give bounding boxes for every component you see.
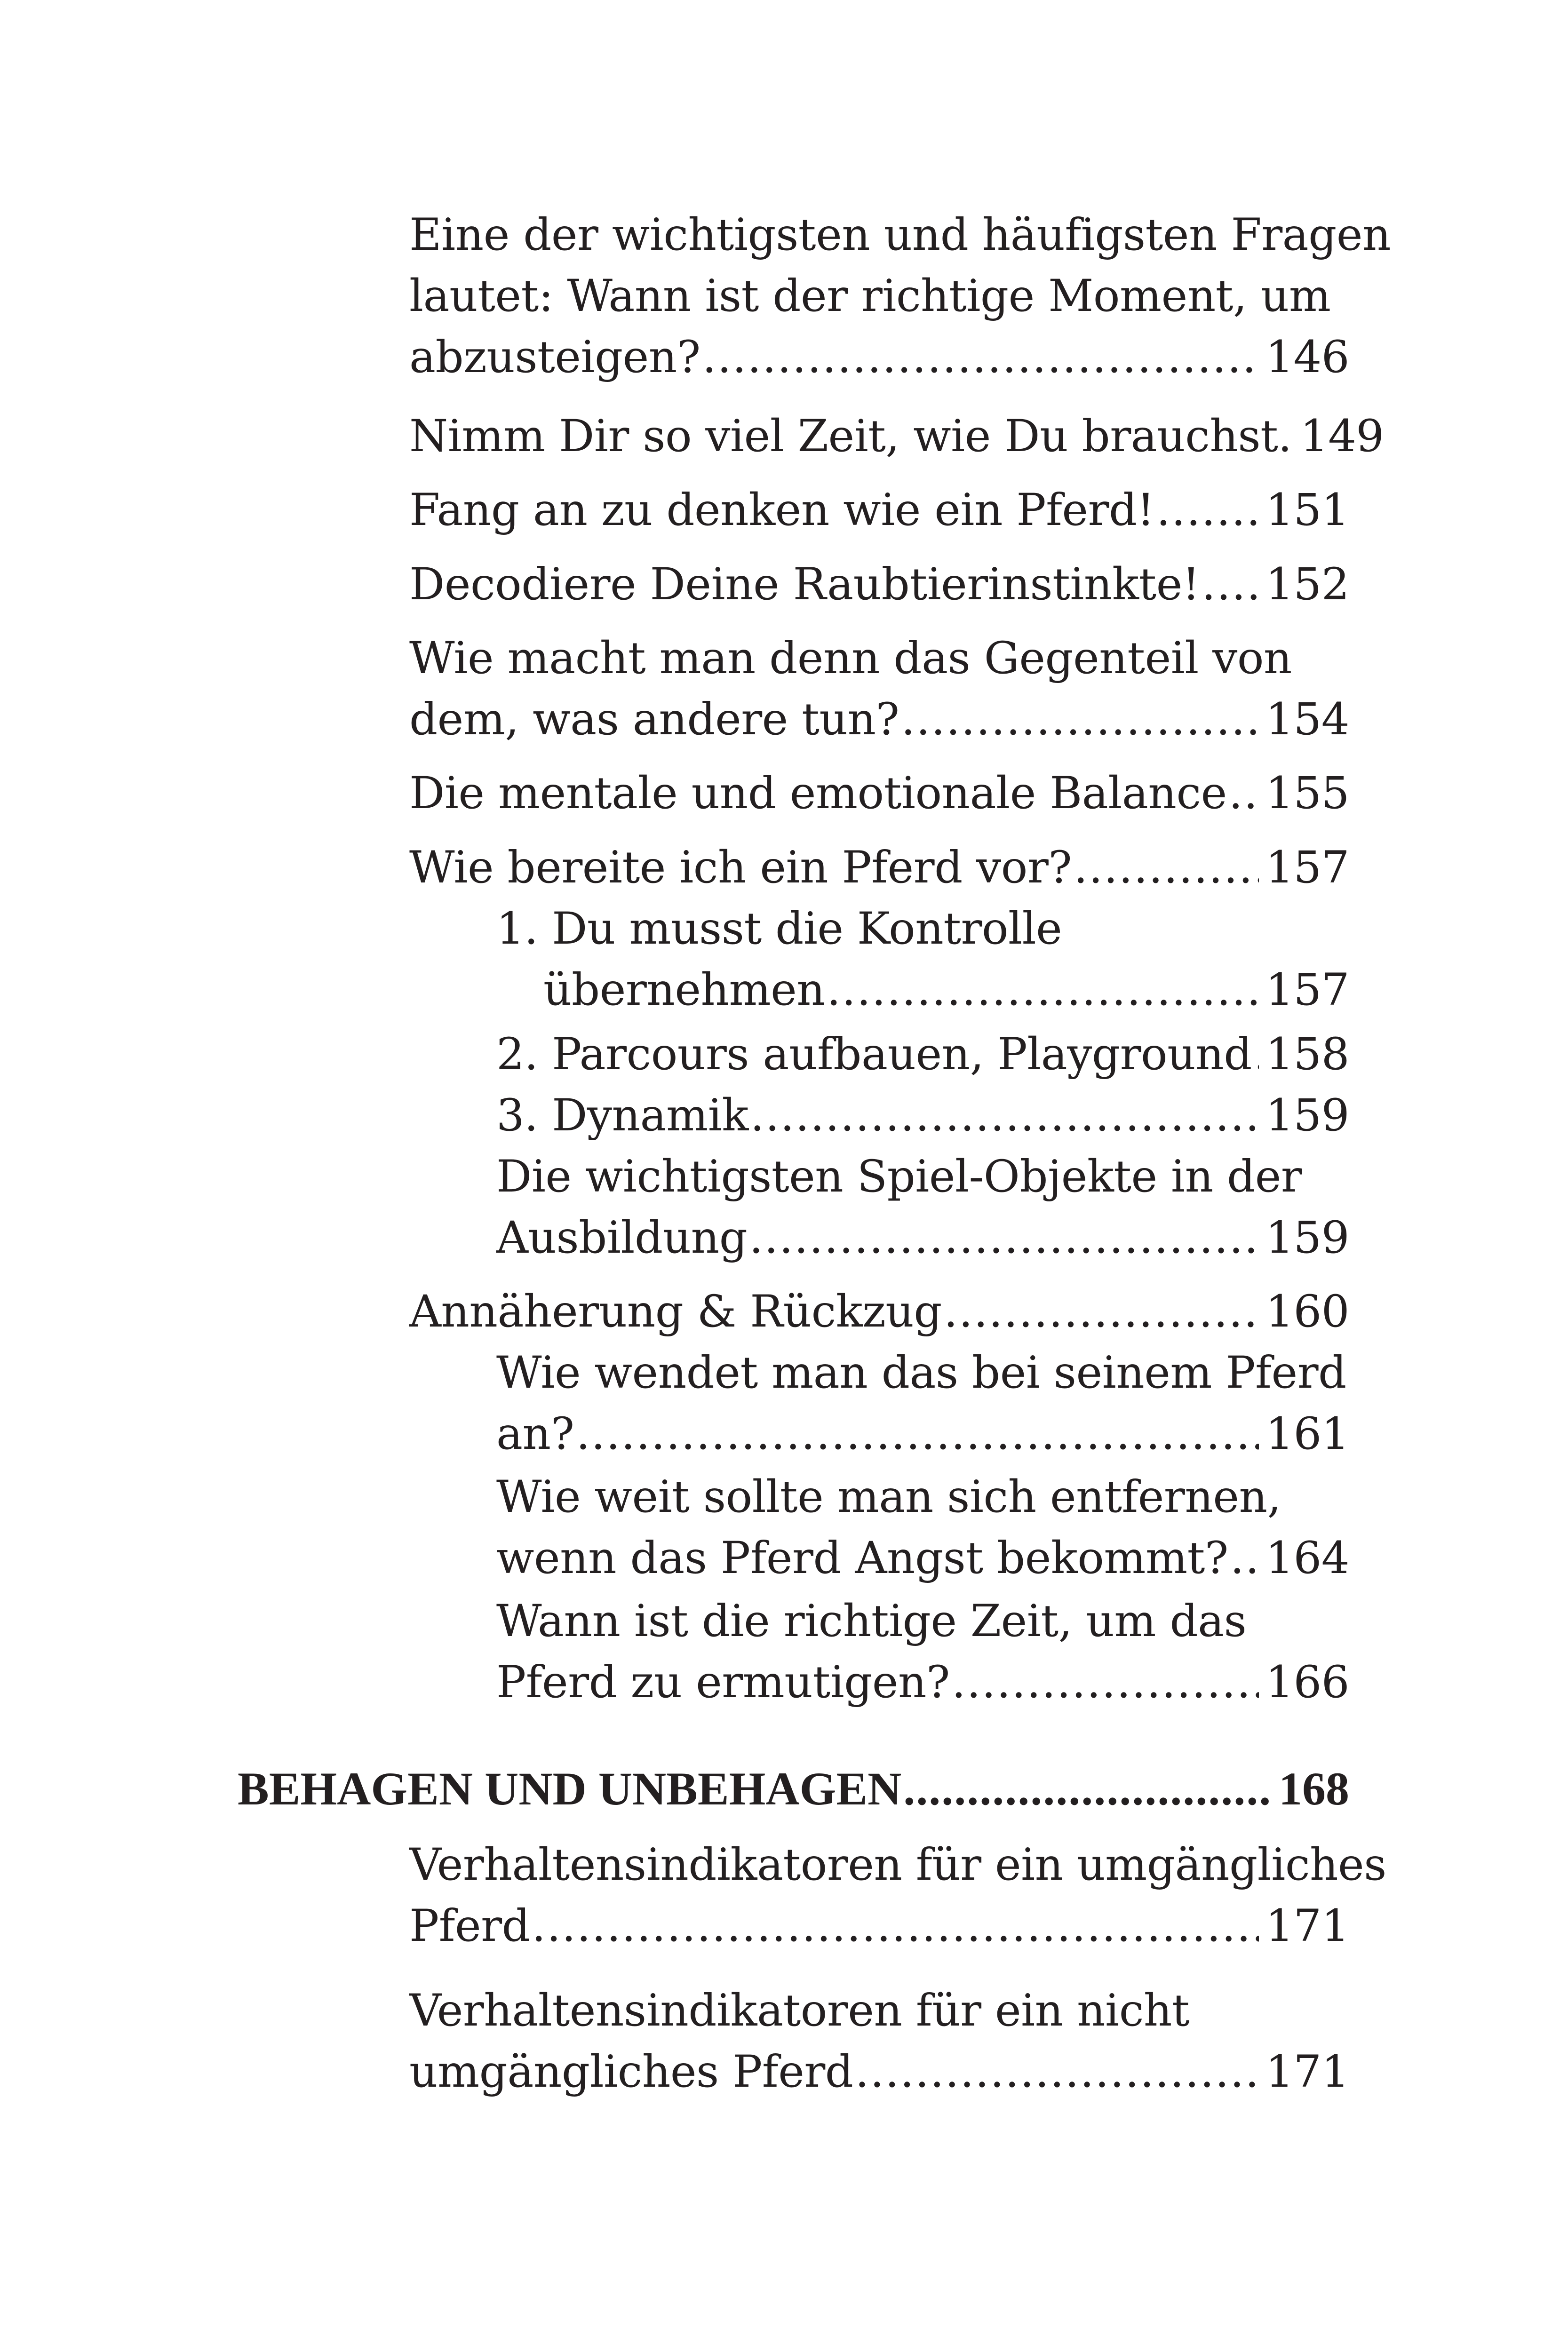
toc-entry-leader-line	[496, 1652, 1349, 1713]
toc-entry[interactable]	[496, 1085, 1349, 1146]
toc-entry[interactable]	[409, 1835, 1386, 1957]
toc-entry[interactable]	[409, 554, 1349, 615]
page-number: 151	[1266, 485, 1349, 536]
toc-entry-text: Pferd	[409, 1900, 530, 1952]
toc-entry-text: Eine der wichtigsten und häufigsten Fragen	[409, 209, 1391, 261]
toc-entry[interactable]	[496, 1343, 1349, 1465]
toc-entry-text: 2. Parcours aufbauen, Playground	[496, 1029, 1252, 1080]
toc-entry-text: Verhaltensindikatoren für ein umgängliches	[409, 1839, 1386, 1891]
dot-leader	[532, 1896, 1259, 1957]
toc-entry-leader-line	[409, 554, 1349, 615]
toc-entry-text: Annäherung & Rückzug	[409, 1286, 942, 1337]
page-number: 171	[1266, 1900, 1349, 1952]
page-number: 146	[1266, 332, 1349, 383]
toc-entry-text: 3. Dynamik	[496, 1090, 748, 1141]
dot-leader	[901, 689, 1259, 750]
page-number: 164	[1266, 1533, 1349, 1584]
toc-entry-text: Nimm Dir so viel Zeit, wie Du brauchst.	[409, 411, 1292, 462]
toc-entry-text: Pferd zu ermutigen?	[496, 1657, 950, 1708]
page-number: 152	[1266, 559, 1349, 610]
toc-entry[interactable]	[496, 898, 1349, 1021]
toc-entry[interactable]	[409, 837, 1349, 898]
dot-leader	[827, 960, 1259, 1021]
toc-entry[interactable]	[409, 628, 1349, 750]
toc-entry[interactable]	[409, 1980, 1349, 2103]
page-number: 160	[1266, 1286, 1349, 1337]
toc-entry-leader-line	[409, 480, 1349, 541]
toc-entry-leader-line	[409, 406, 1384, 467]
dot-leader	[702, 327, 1259, 388]
page-number: 149	[1300, 411, 1384, 462]
toc-entry-leader-line	[409, 1896, 1349, 1957]
page-number: 154	[1266, 694, 1349, 745]
toc-entry-leader-line	[496, 1085, 1349, 1146]
toc-entry-text: lautet: Wann ist der richtige Moment, um	[409, 270, 1331, 322]
page-number: 157	[1266, 842, 1349, 893]
toc-entry[interactable]	[496, 1467, 1349, 1589]
dot-leader	[903, 1758, 1272, 1820]
page-number: 168	[1279, 1763, 1349, 1815]
toc-entry-text: dem, was andere tun?	[409, 694, 899, 745]
dot-leader	[1156, 480, 1259, 541]
page-number: 155	[1266, 768, 1349, 819]
toc-entry-text: Ausbildung	[496, 1212, 748, 1263]
toc-entry-leader-line	[409, 327, 1349, 388]
toc-entry[interactable]	[409, 763, 1349, 824]
dot-leader	[1230, 1528, 1259, 1589]
toc-entry-leader-line	[496, 1208, 1349, 1269]
toc-entry-text: Wie macht man denn das Gegenteil von	[409, 633, 1292, 684]
toc-entry-text: Wie wendet man das bei seinem Pferd	[496, 1347, 1346, 1398]
chapter-title: BEHAGEN UND UNBEHAGEN	[238, 1763, 902, 1815]
toc-entry-text: abzusteigen?	[409, 332, 700, 383]
toc-entry[interactable]	[409, 406, 1384, 467]
toc-entry-leader-line	[496, 1404, 1349, 1465]
page-number: 161	[1266, 1408, 1349, 1460]
page-number: 158	[1266, 1029, 1349, 1080]
toc-entry[interactable]	[409, 1281, 1349, 1343]
dot-leader	[1229, 763, 1259, 824]
toc-entry-text: Wie weit sollte man sich entfernen,	[496, 1471, 1281, 1523]
dot-leader	[944, 1281, 1259, 1343]
toc-entry-leader-line	[496, 1528, 1349, 1589]
toc-entry-text: übernehmen	[543, 964, 825, 1016]
toc-entry-leader-line	[409, 837, 1349, 898]
page-number: 159	[1266, 1090, 1349, 1141]
toc-entry-text: Die mentale und emotionale Balance	[409, 768, 1227, 819]
toc-entry-leader-line	[496, 1024, 1349, 1085]
dot-leader	[1254, 1024, 1259, 1085]
dot-leader	[750, 1085, 1259, 1146]
toc-entry-leader-line	[409, 763, 1349, 824]
toc-entry-text: Wie bereite ich ein Pferd vor?	[409, 842, 1072, 893]
toc-entry[interactable]	[409, 205, 1391, 388]
toc-entry-leader-line	[409, 689, 1349, 750]
page-number: 157	[1266, 964, 1349, 1016]
page-number: 171	[1266, 2046, 1349, 2098]
toc-entry-text: 1. Du musst die Kontrolle	[496, 903, 1062, 954]
toc-entry-text: wenn das Pferd Angst bekommt?	[496, 1533, 1228, 1584]
dot-leader	[1202, 554, 1259, 615]
toc-chapter-entry[interactable]	[238, 1758, 1349, 1820]
toc-entry[interactable]	[409, 480, 1349, 541]
toc-entry-text: Decodiere Deine Raubtierinstinkte!	[409, 559, 1200, 610]
toc-entry-text: an?	[496, 1408, 574, 1460]
toc-entry-text: umgängliches Pferd	[409, 2046, 853, 2098]
dot-leader	[749, 1208, 1259, 1269]
toc-entry-text: Verhaltensindikatoren für ein nicht	[409, 1985, 1190, 2036]
toc-entry-leader-line	[496, 960, 1349, 1021]
toc-entry-leader-line	[409, 1281, 1349, 1343]
toc-entry-leader-line	[409, 2042, 1349, 2103]
dot-leader	[576, 1404, 1259, 1465]
toc-entry-text: Fang an zu denken wie ein Pferd!	[409, 485, 1154, 536]
page-number: 166	[1266, 1657, 1349, 1708]
page-number: 159	[1266, 1212, 1349, 1263]
toc-entry[interactable]	[496, 1591, 1349, 1713]
toc-entry-text: Die wichtigsten Spiel-Objekte in der	[496, 1151, 1302, 1202]
dot-leader	[1074, 837, 1259, 898]
dot-leader	[855, 2042, 1259, 2103]
toc-entry[interactable]	[496, 1146, 1349, 1269]
toc-entry-leader-line	[238, 1758, 1349, 1820]
toc-entry[interactable]	[496, 1024, 1349, 1085]
dot-leader	[952, 1652, 1259, 1713]
toc-entry-text: Wann ist die richtige Zeit, um das	[496, 1596, 1247, 1647]
